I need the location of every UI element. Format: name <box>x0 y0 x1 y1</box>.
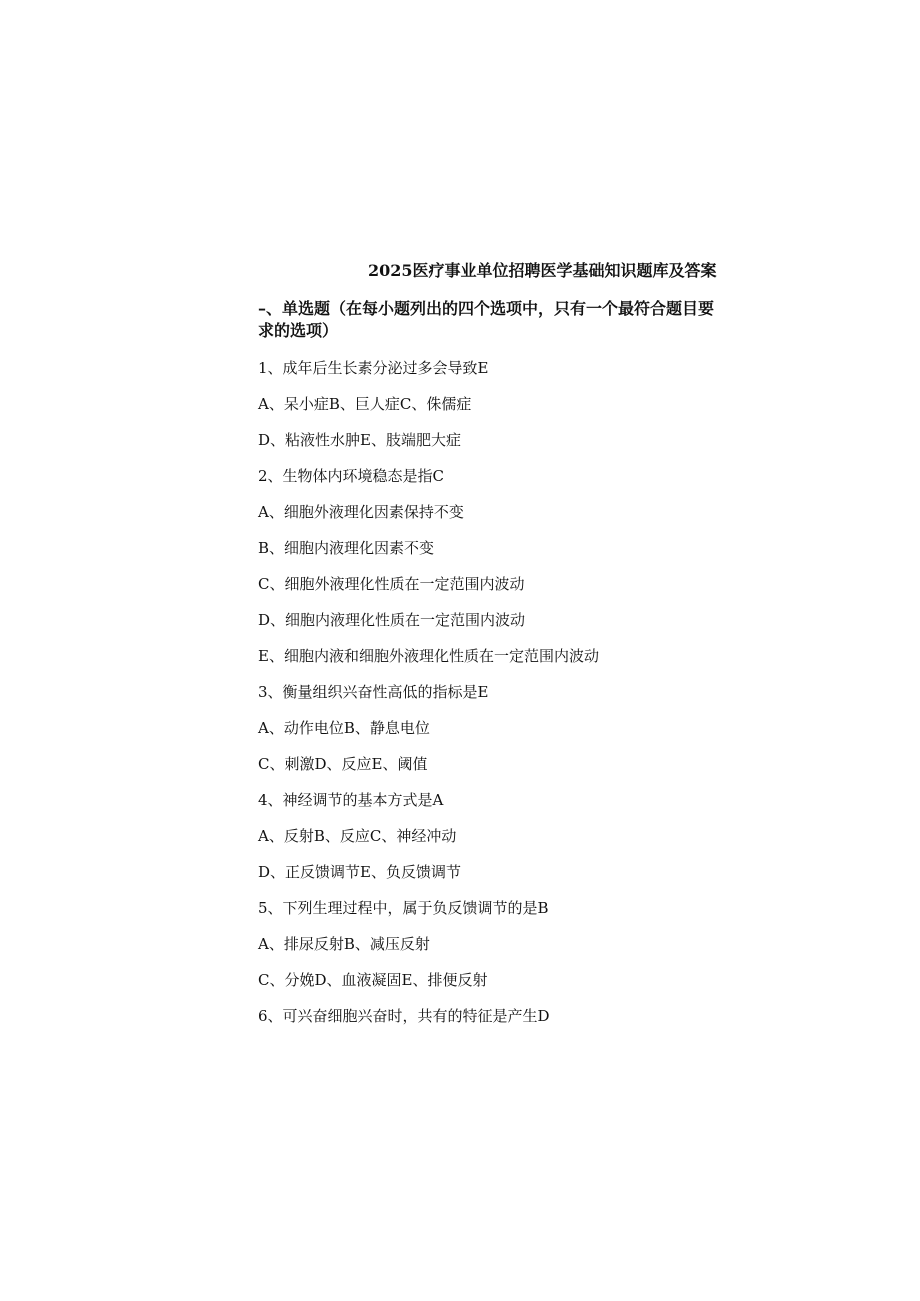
text-line: C、分娩D、血液凝固E、排便反射 <box>258 971 488 989</box>
document-body <box>258 258 738 1034</box>
text-line: D、粘液性水肿E、肢端肥大症 <box>258 431 461 449</box>
text-line: E、细胞内液和细胞外液理化性质在一定范围内波动 <box>258 647 599 665</box>
text-line: 4、神经调节的基本方式是A <box>258 791 444 809</box>
text-line: A、呆小症B、巨人症C、侏儒症 <box>258 395 472 413</box>
text-line: C、刺激D、反应E、阈值 <box>258 755 428 773</box>
text-line: 6、可兴奋细胞兴奋时，共有的特征是产生D <box>258 1007 550 1025</box>
section-heading: –、单选题（在每小题列出的四个选项中，只有一个最符合题目要求的选项） <box>258 299 715 340</box>
text-line: 2、生物体内环境稳态是指C <box>258 467 445 485</box>
text-line: A、排尿反射B、减压反射 <box>258 935 430 953</box>
text-line: 3、衡量组织兴奋性高低的指标是E <box>258 683 489 701</box>
text-line: D、正反馈调节E、负反馈调节 <box>258 863 461 881</box>
text-line: C、细胞外液理化性质在一定范围内波动 <box>258 575 525 593</box>
document-title: 2025医疗事业单位招聘医学基础知识题库及答案 <box>368 261 717 280</box>
text-line: A、动作电位B、静息电位 <box>258 719 430 737</box>
text-line: B、细胞内液理化因素不变 <box>258 539 435 557</box>
text-line: A、反射B、反应C、神经冲动 <box>258 827 457 845</box>
text-line: D、细胞内液理化性质在一定范围内波动 <box>258 611 526 629</box>
text-line: 1、成年后生长素分泌过多会导致E <box>258 359 489 377</box>
text-line: 5、下列生理过程中，属于负反馈调节的是B <box>258 899 549 917</box>
text-line: A、细胞外液理化因素保持不变 <box>258 503 464 521</box>
question-list <box>258 350 738 1034</box>
